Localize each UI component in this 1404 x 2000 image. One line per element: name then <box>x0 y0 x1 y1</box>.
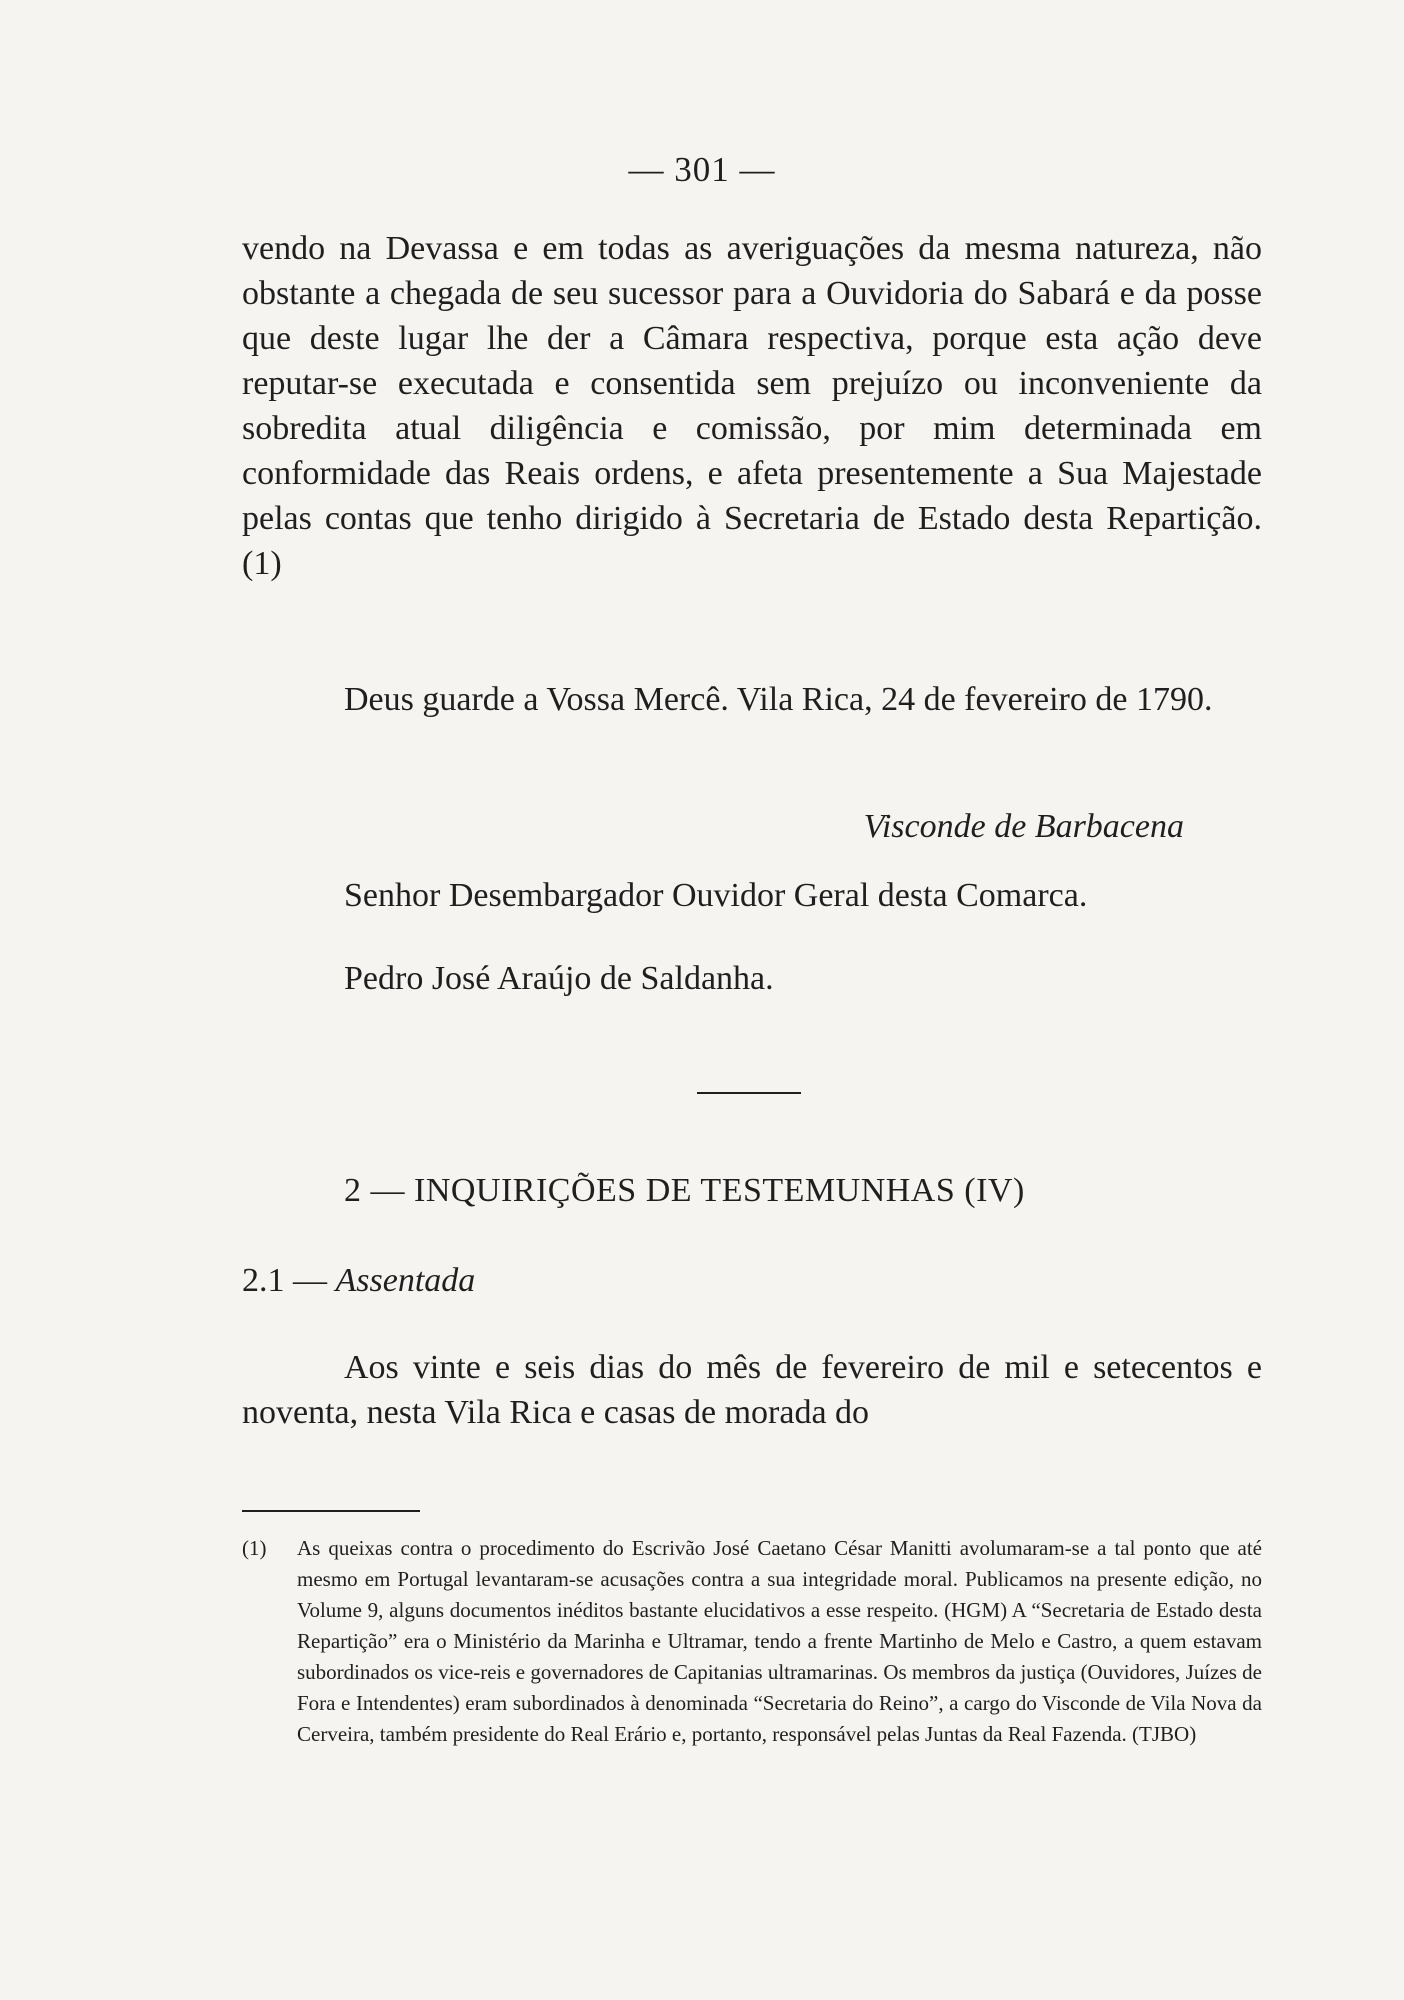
section-heading: 2 — INQUIRIÇÕES DE TESTEMUNHAS (IV) <box>344 1172 1025 1209</box>
page-number: — 301 — <box>628 150 776 189</box>
subsection-title: Assentada <box>335 1262 476 1299</box>
addressee-title: Senhor Desembargador Ouvidor Geral desta Comarca. <box>344 877 1088 914</box>
footnote-marker: (1) <box>242 1536 267 1560</box>
footnote <box>242 1533 1262 1750</box>
section-body-paragraph: Aos vinte e seis dias do mês de fevereiro de mil e setecentos e noventa, nesta Vila Rica e casas de morada do <box>242 1349 1262 1431</box>
footnote-divider <box>242 1510 420 1512</box>
subsection-heading <box>242 1262 475 1300</box>
addressee-name: Pedro José Araújo de Saldanha. <box>344 960 774 997</box>
footnote-text: As queixas contra o procedimento do Escrivão José Caetano César Manitti avolumaram-se a tal ponto que até mesmo em Portugal levantaram-se acusações contra a sua integridade moral. Publicamos na presente edição, no Volume 9, alguns documentos inéditos bastante elucidativos a esse respeito. (HGM) A “Secretaria de Estado desta Repartição” era o Ministério da Marinha e Ultramar, tendo a frente Martinho de Melo e Castro, a quem estavam subordinados os vice-reis e governadores de Capitanias ultramarinas. Os membros da justiça (Ouvidores, Juízes de Fora e Intendentes) eram subordinados à denominada “Secretaria do Reino”, a cargo do Visconde de Vila Nova da Cerveira, também presidente do Real Erário e, portanto, responsável pelas Juntas da Real Fazenda. (TJBO) <box>297 1536 1262 1746</box>
letter-closing-paragraph: Deus guarde a Vossa Mercê. Vila Rica, 24 de fevereiro de 1790. <box>344 681 1213 718</box>
subsection-number: 2.1 — <box>242 1262 327 1299</box>
section-divider <box>697 1092 801 1094</box>
letter-signature: Visconde de Barbacena <box>863 808 1184 845</box>
letter-body-paragraph: vendo na Devassa e em todas as averiguações da mesma natureza, não obstante a chegada de seu sucessor para a Ouvidoria do Sabará e da posse que deste lugar lhe der a Câmara respectiva, porque esta ação deve reputar-se executada e consentida sem prejuízo ou inconveniente da sobredita atual diligência e comissão, por mim determinada em conformidade das Reais ordens, e afeta presentemente a Sua Majestade pelas contas que tenho dirigido à Secretaria de Estado desta Repartição. (1) <box>242 230 1262 582</box>
